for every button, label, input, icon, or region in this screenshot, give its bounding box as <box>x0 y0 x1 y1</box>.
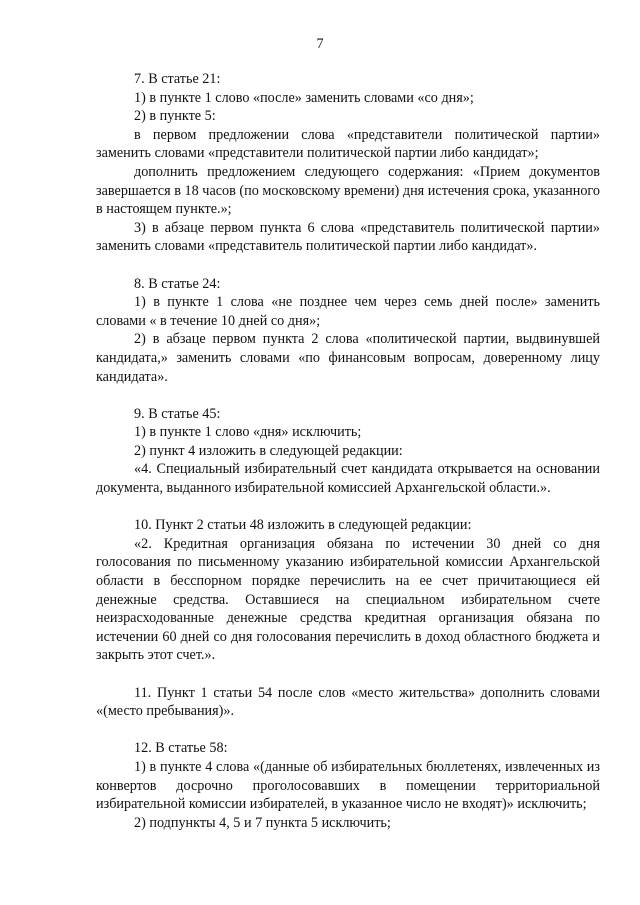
paragraph: «4. Специальный избирательный счет кандидата открывается на основании документа, выданного избирательной комиссией Архангельской области.». <box>96 461 600 497</box>
amendment-section <box>96 405 600 498</box>
section-heading: 7. В статье 21: <box>134 71 221 87</box>
page-number: 7 <box>316 36 324 52</box>
paragraph: «2. Кредитная организация обязана по истечении 30 дней со дня голосования по письменному указанию избирательной комиссии Архангельской области в бесспорном порядке перечислить на ее счет причитающиеся ей денежные средства. Оставшиеся на специальном избирательном счете неизрасходованные денежные средства кредитная организация обязана по истечении 60 дней со дня голосования перечислить в доход областного бюджета и закрыть этот счет.». <box>96 535 600 664</box>
paragraph: 2) в пункте 5: <box>134 108 216 125</box>
section-heading: 9. В статье 45: <box>134 405 221 422</box>
paragraph: 2) в абзаце первом пункта 2 слова «политической партии, выдвинувшей кандидата,» заменить словами «по финансовым вопросам, доверенному лицу кандидата». <box>96 331 600 385</box>
paragraph: 1) в пункте 1 слова «не позднее чем через семь дней после» заменить словами « в течение 10 дней со дня»; <box>96 294 600 329</box>
document-body <box>96 70 600 851</box>
section-heading: 8. В статье 24: <box>134 275 221 292</box>
paragraph: 2) подпункты 4, 5 и 7 пункта 5 исключить; <box>134 814 391 831</box>
amendment-section <box>96 739 600 832</box>
amendment-section <box>96 684 600 721</box>
section-heading: 10. Пункт 2 статьи 48 изложить в следующей редакции: <box>134 517 472 534</box>
amendment-section <box>96 275 600 387</box>
paragraph: 3) в абзаце первом пункта 6 слова «представитель политической партии» заменить словами «представитель политической партии либо кандидат». <box>96 219 600 255</box>
paragraph: 1) в пункте 4 слова «(данные об избирательных бюллетенях, извлеченных из конвертов досрочно проголосовавших в помещении территориальной избирательной комиссии избирателей, в указанное число не входят)» исключить; <box>96 758 600 813</box>
amendment-section <box>96 70 600 256</box>
paragraph: 1) в пункте 1 слово «после» заменить словами «со дня»; <box>134 89 474 106</box>
paragraph: 2) пункт 4 изложить в следующей редакции: <box>134 442 403 459</box>
paragraph: в первом предложении слова «представители политической партии» заменить словами «представители политической партии либо кандидат»; <box>96 126 600 162</box>
paragraph: дополнить предложением следующего содержания: «Прием документов завершается в 18 часов (по московскому времени) дня истечения срока, указанного в настоящем пункте.»; <box>96 163 600 218</box>
paragraph: 1) в пункте 1 слово «дня» исключить; <box>134 424 362 441</box>
amendment-section <box>96 516 600 665</box>
section-heading: 12. В статье 58: <box>134 740 228 757</box>
section-heading: 11. Пункт 1 статьи 54 после слов «место жительства» дополнить словами «(место пребывания)». <box>96 684 600 720</box>
